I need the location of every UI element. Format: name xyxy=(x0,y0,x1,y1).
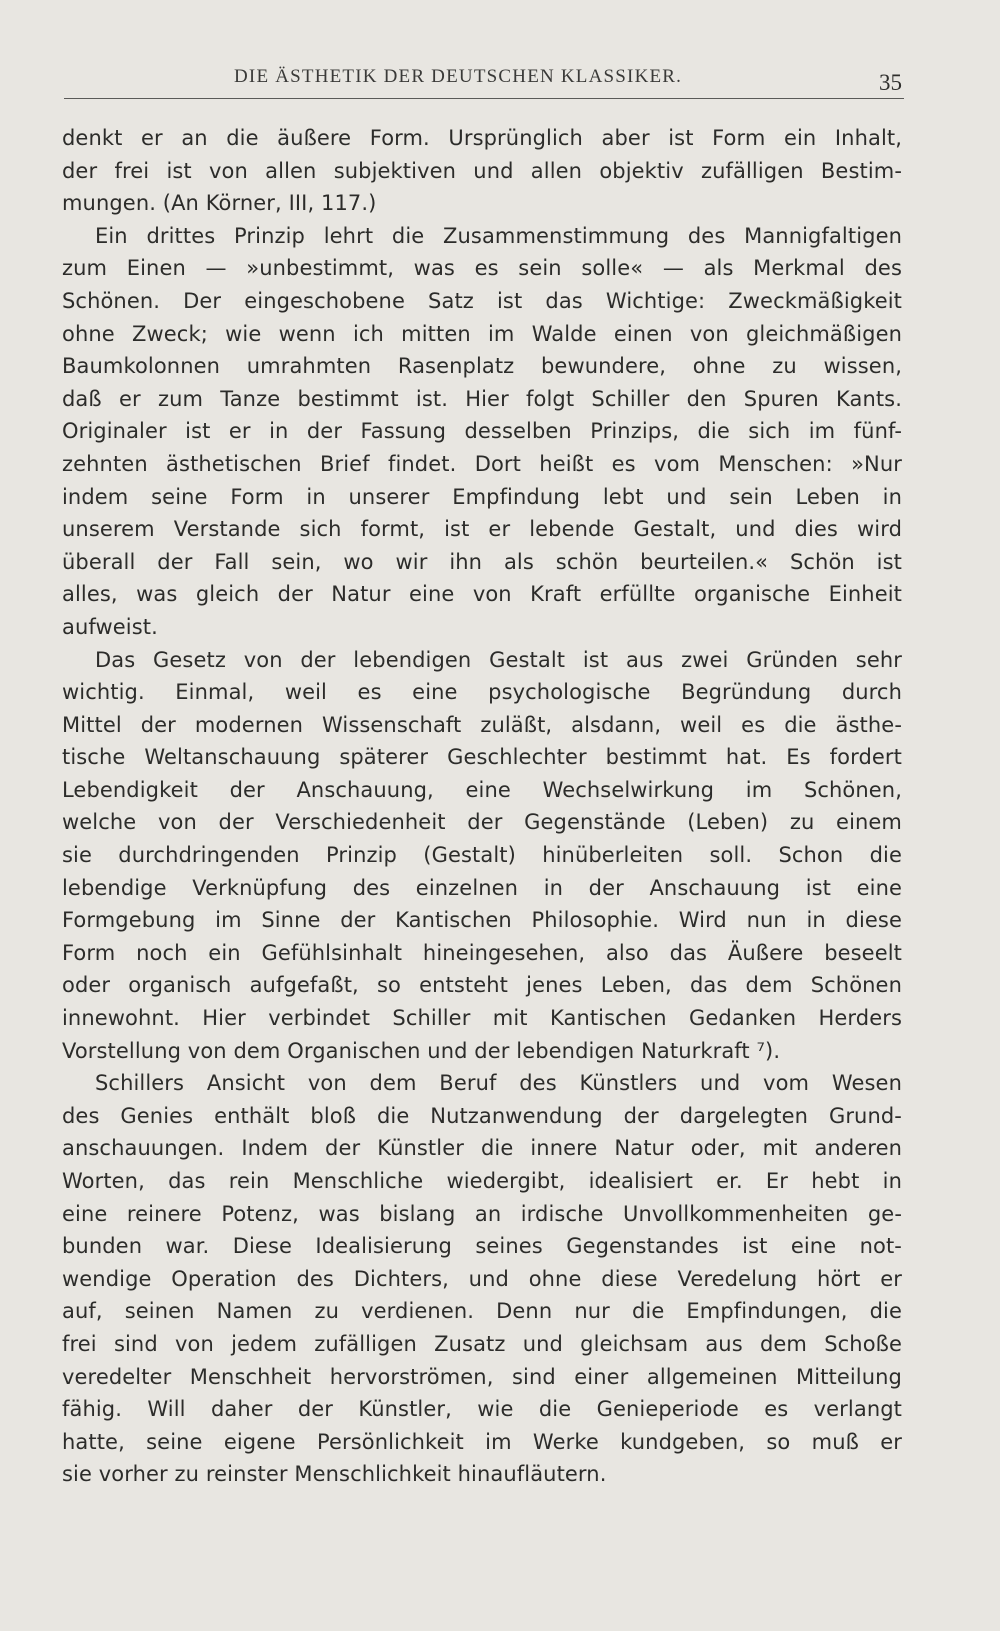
text-line: unserem Verstande sich formt, ist er lebende Gestalt, und dies wird xyxy=(62,517,902,542)
text-line: Originaler ist er in der Fassung desselben Prinzips, die sich im fünf- xyxy=(62,419,902,444)
text-line: Schillers Ansicht von dem Beruf des Künstlers und vom Wesen xyxy=(95,1071,902,1096)
text-line: oder organisch aufgefaßt, so entsteht jenes Leben, das dem Schönen xyxy=(62,973,902,998)
text-line: auf, seinen Namen zu verdienen. Denn nur die Empfindungen, die xyxy=(62,1299,902,1324)
text-line: wichtig. Einmal, weil es eine psychologische Begründung durch xyxy=(62,680,902,705)
text-line: frei sind von jedem zufälligen Zusatz und gleichsam aus dem Schoße xyxy=(62,1331,902,1356)
text-line: der frei ist von allen subjektiven und allen objektiv zufälligen Bestim- xyxy=(62,158,902,183)
text-line: bunden war. Diese Idealisierung seines Gegenstandes ist eine not- xyxy=(62,1234,902,1259)
text-line: überall der Fall sein, wo wir ihn als schön beurteilen.« Schön ist xyxy=(62,549,902,574)
text-line: Ein drittes Prinzip lehrt die Zusammenstimmung des Mannigfaltigen xyxy=(95,223,902,248)
text-line: zum Einen — »unbestimmt, was es sein solle« — als Merkmal des xyxy=(62,256,902,281)
text-line: innewohnt. Hier verbindet Schiller mit Kantischen Gedanken Herders xyxy=(62,1006,902,1031)
body-text xyxy=(62,122,902,1491)
text-line: sie durchdringenden Prinzip (Gestalt) hinüberleiten soll. Schon die xyxy=(62,843,902,868)
text-line: Worten, das rein Menschliche wiedergibt, idealisiert er. Er hebt in xyxy=(62,1169,902,1193)
text-line: mungen. (An Körner, III, 117.) xyxy=(62,191,377,216)
text-line: Formgebung im Sinne der Kantischen Philosophie. Wird nun in diese xyxy=(62,908,902,933)
text-line: Das Gesetz von der lebendigen Gestalt ist aus zwei Gründen sehr xyxy=(95,647,902,672)
text-line: veredelter Menschheit hervorströmen, sind einer allgemeinen Mitteilung xyxy=(62,1364,902,1389)
text-line: welche von der Verschiedenheit der Gegenstände (Leben) zu einem xyxy=(62,810,902,835)
text-line: fähig. Will daher der Künstler, wie die Genieperiode es verlangt xyxy=(62,1397,902,1422)
text-line: lebendige Verknüpfung des einzelnen in der Anschauung ist eine xyxy=(62,875,902,900)
text-line: Vorstellung von dem Organischen und der lebendigen Naturkraft ⁷). xyxy=(62,1038,781,1063)
text-line: wendige Operation des Dichters, und ohne diese Veredelung hört er xyxy=(62,1266,902,1291)
running-title: DIE ÄSTHETIK DER DEUTSCHEN KLASSIKER. xyxy=(234,66,683,87)
text-line: daß er zum Tanze bestimmt ist. Hier folgt Schiller den Spuren Kants. xyxy=(62,386,902,411)
text-line: sie vorher zu reinster Menschlichkeit hinaufläutern. xyxy=(62,1462,607,1487)
text-line: Baumkolonnen umrahmten Rasenplatz bewundere, ohne zu wissen, xyxy=(62,354,902,379)
running-header xyxy=(64,58,904,99)
text-line: alles, was gleich der Natur eine von Kraft erfüllte organische Einheit xyxy=(62,582,902,607)
text-line: des Genies enthält bloß die Nutzanwendung der dargelegten Grund- xyxy=(62,1103,902,1128)
text-line: Lebendigkeit der Anschauung, eine Wechselwirkung im Schönen, xyxy=(62,777,902,802)
text-line: Schönen. Der eingeschobene Satz ist das Wichtige: Zweckmäßigkeit xyxy=(62,288,902,313)
text-line: Form noch ein Gefühlsinhalt hineingesehen, also das Äußere beseelt xyxy=(62,940,902,965)
text-line: anschauungen. Indem der Künstler die innere Natur oder, mit anderen xyxy=(62,1136,902,1161)
text-line: eine reinere Potenz, was bislang an irdische Unvollkommenheiten ge- xyxy=(62,1201,902,1226)
text-line: hatte, seine eigene Persönlichkeit im Werke kundgeben, so muß er xyxy=(62,1429,902,1454)
text-line: tische Weltanschauung späterer Geschlechter bestimmt hat. Es fordert xyxy=(62,745,902,770)
text-line: indem seine Form in unserer Empfindung lebt und sein Leben in xyxy=(62,484,902,509)
text-line: Mittel der modernen Wissenschaft zuläßt, alsdann, weil es die ästhe- xyxy=(62,712,902,737)
text-line: aufweist. xyxy=(62,614,158,639)
text-line: zehnten ästhetischen Brief findet. Dort heißt es vom Menschen: »Nur xyxy=(62,451,902,476)
text-line: ohne Zweck; wie wenn ich mitten im Walde einen von gleichmäßigen xyxy=(62,321,902,346)
page-number: 35 xyxy=(879,70,902,95)
text-line: denkt er an die äußere Form. Ursprünglich aber ist Form ein Inhalt, xyxy=(62,126,902,150)
